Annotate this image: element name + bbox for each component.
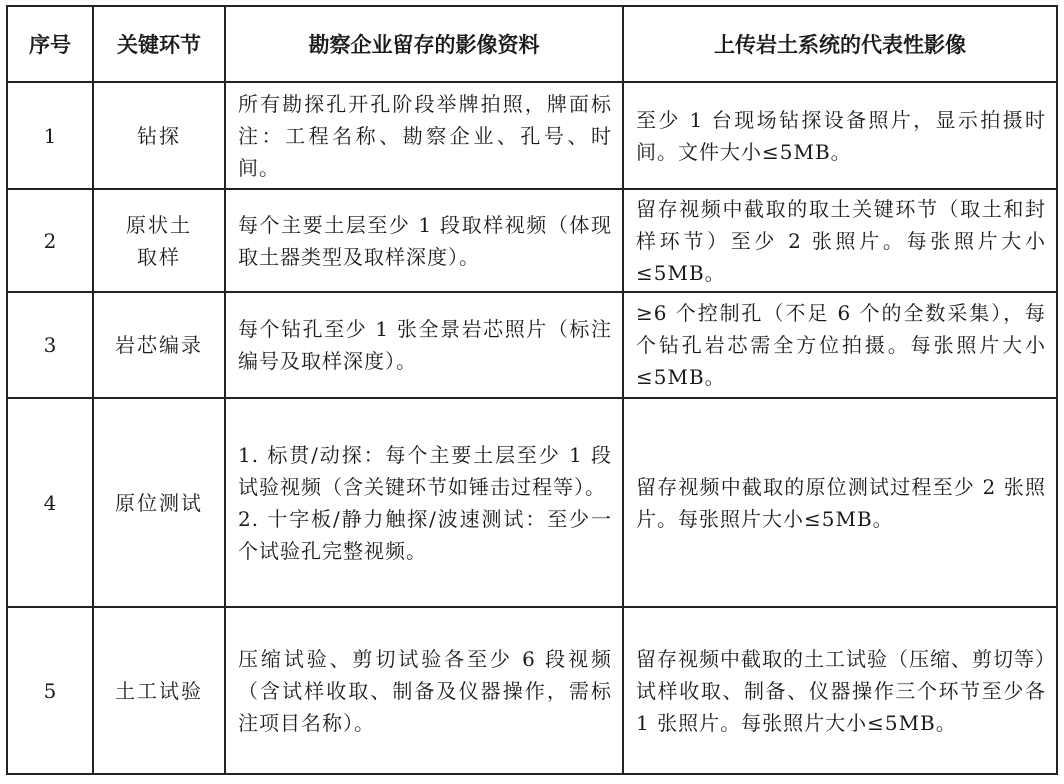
upload-text: 留存视频中截取的取土关键环节（取土和封样环节）至少 2 张照片。每张照片大小≤5MB。	[636, 196, 1046, 285]
retained-text: 1. 标贯/动探：每个主要土层至少 1 段试验视频（含关键环节如锤击过程等）。	[238, 442, 612, 499]
row-number: 1	[7, 82, 93, 189]
upload-text: 留存视频中截取的原位测试过程至少 2 张照片。每张照片大小≤5MB。	[636, 474, 1046, 531]
retained-text: 压缩试验、剪切试验各至少 6 段视频（含试样收取、制备及仪器操作，需标注项目名称）。	[238, 646, 612, 735]
header-key-stage: 关键环节	[93, 6, 225, 82]
retained-text: 所有勘探孔开孔阶段举牌拍照，牌面标注：工程名称、勘察企业、孔号、时间。	[238, 91, 612, 180]
row-uploaded-media	[623, 607, 1057, 774]
retained-text: 每个钻孔至少 1 张全景岩芯照片（标注编号及取样深度）。	[238, 317, 612, 373]
header-retained-media: 勘察企业留存的影像资料	[225, 6, 623, 82]
header-uploaded-media: 上传岩土系统的代表性影像	[623, 6, 1057, 82]
row-uploaded-media	[623, 292, 1057, 398]
row-stage	[93, 398, 225, 607]
table-row	[7, 189, 1057, 292]
row-number: 4	[7, 398, 93, 607]
row-number: 2	[7, 189, 93, 292]
table-row	[7, 82, 1057, 189]
image-requirements-table	[6, 5, 1058, 775]
row-retained-media	[225, 398, 623, 607]
upload-text: 至少 1 台现场钻探设备照片，显示拍摄时间。文件大小≤5MB。	[636, 107, 1046, 164]
upload-text: 留存视频中截取的土工试验（压缩、剪切等）试样收取、制备、仪器操作三个环节至少各 1 张照片。每张照片大小≤5MB。	[636, 646, 1046, 735]
row-retained-media	[225, 607, 623, 774]
row-stage	[93, 189, 225, 292]
row-uploaded-media	[623, 189, 1057, 292]
stage-text: 钻探	[137, 123, 181, 148]
retained-text: 每个主要土层至少 1 段取样视频（体现取土器类型及取样深度）。	[238, 212, 612, 269]
stage-text: 取样	[137, 244, 181, 269]
stage-text: 土工试验	[115, 678, 203, 703]
table-row	[7, 398, 1057, 607]
table-header-row	[7, 6, 1057, 82]
row-uploaded-media	[623, 398, 1057, 607]
stage-text: 岩芯编录	[115, 333, 203, 357]
row-retained-media	[225, 82, 623, 189]
row-uploaded-media	[623, 82, 1057, 189]
retained-text: 2. 十字板/静力触探/波速测试：至少一个试验孔完整视频。	[238, 506, 612, 563]
row-stage	[93, 607, 225, 774]
row-number: 5	[7, 607, 93, 774]
row-stage	[93, 292, 225, 398]
row-number: 3	[7, 292, 93, 398]
stage-text: 原位测试	[115, 490, 203, 515]
upload-text: ≥6 个控制孔（不足 6 个的全数采集），每个钻孔岩芯需全方位拍摄。每张照片大小≤5MB。	[636, 301, 1046, 389]
table-row	[7, 292, 1057, 398]
table-row	[7, 607, 1057, 774]
row-retained-media	[225, 189, 623, 292]
stage-text: 原状土	[126, 212, 192, 237]
row-retained-media	[225, 292, 623, 398]
row-stage	[93, 82, 225, 189]
header-number: 序号	[7, 6, 93, 82]
